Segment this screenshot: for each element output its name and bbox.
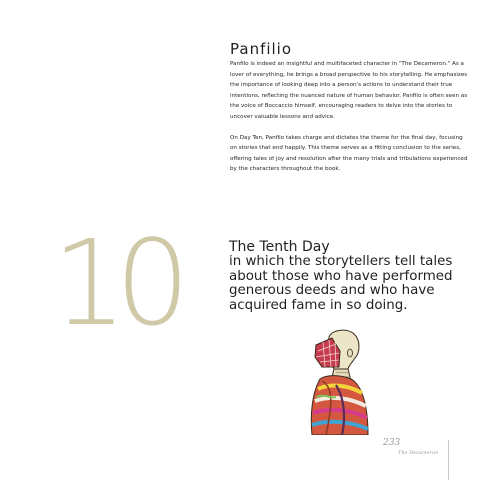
- day-title: The Tenth Day: [229, 239, 330, 255]
- crowned-figure-illustration: [296, 327, 376, 435]
- day-description: in which the storytellers tell tales about those who have performed generous deeds and who have acquired fame in so doing.: [229, 254, 453, 313]
- character-paragraph: Panfilo is indeed an insightful and multifaceted character in "The Decameron." As a lover of everything, he brings a broad perspective to his storytelling. He emphasizes the importance of looking deep into a person's actions to understand their true intentions, reflecting the nuanced nature of human behavior. Panfilo is often seen as the voice of Boccaccio himself, encouraging readers to delve into the stories to uncover valuable lessons and advice.: [230, 61, 468, 120]
- page-edge-divider: [448, 440, 449, 480]
- running-title: The Decameron: [398, 450, 439, 456]
- character-name: Panfilio: [230, 40, 293, 58]
- character-paragraph: On Day Ten, Panfilo takes charge and dictates the theme for the final day, focusing on stories that end happily. This theme serves as a fitting conclusion to the series, offering tales of joy and resolution after the many trials and tribulations experienced by the characters throughout the book.: [230, 134, 468, 172]
- page-number: 233: [383, 438, 401, 448]
- character-description: [230, 59, 470, 185]
- day-number: 10: [52, 214, 179, 352]
